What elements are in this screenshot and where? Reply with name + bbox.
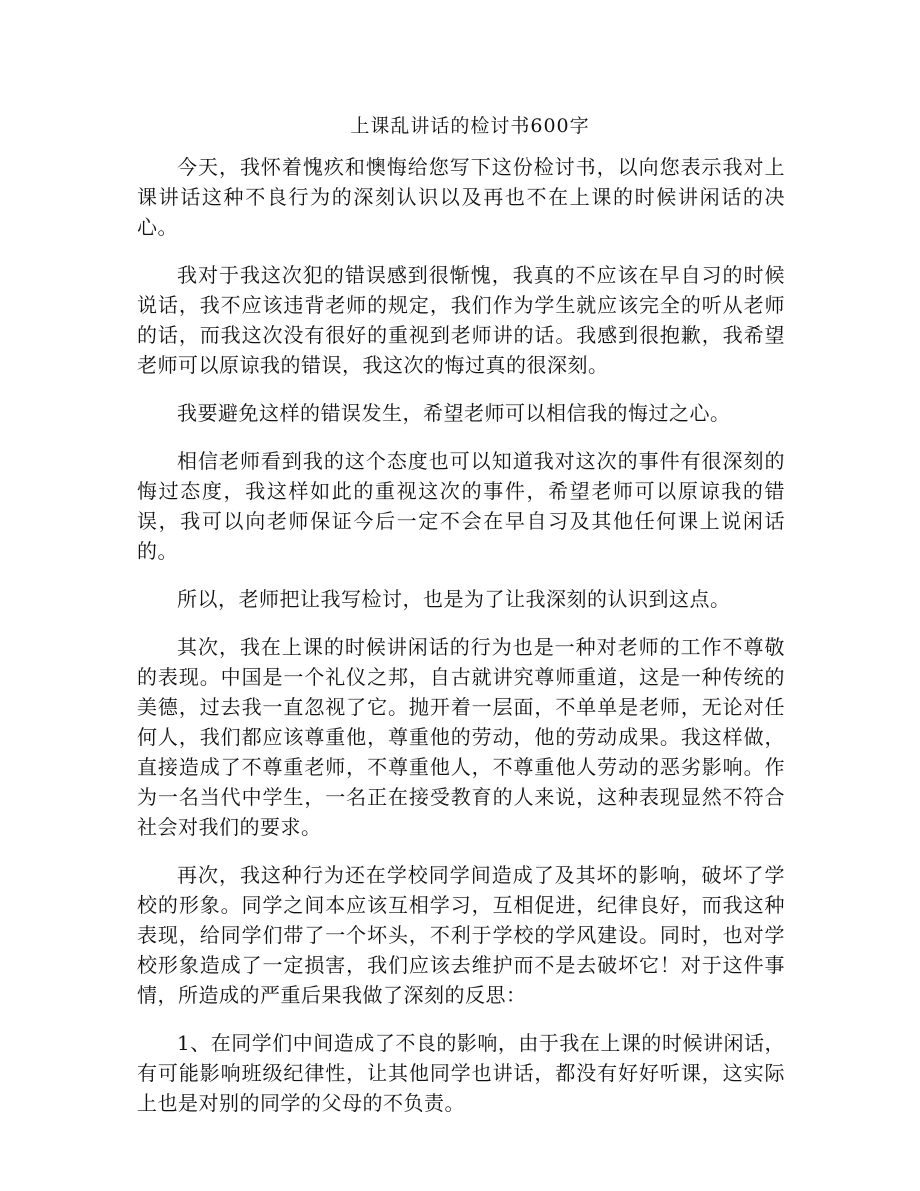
- paragraph: 其次，我在上课的时候讲闲话的行为也是一种对老师的工作不尊敬的表现。中国是一个礼仪之邦，自古就讲究尊师重道，这是一种传统的美德，过去我一直忽视了它。抛开着一层面，不单单是老师，无论对任何人，我们都应该尊重他，尊重他的劳动，他的劳动成果。我这样做，直接造成了不尊重老师，不尊重他人，不尊重他人劳动的恶劣影响。作为一名当代中学生，一名正在接受教育的人来说，这种表现显然不符合社会对我们的要求。: [137, 635, 785, 839]
- paragraph: 1、在同学们中间造成了不良的影响，由于我在上课的时候讲闲话，有可能影响班级纪律性，让其他同学也讲话，都没有好好听课，这实际上也是对别的同学的父母的不负责。: [137, 1031, 785, 1115]
- paragraph: 所以，老师把让我写检讨，也是为了让我深刻的认识到这点。: [177, 587, 731, 611]
- paragraph: 我对于我这次犯的错误感到很惭愧，我真的不应该在早自习的时候说话，我不应该违背老师的规定，我们作为学生就应该完全的听从老师的话，而我这次没有很好的重视到老师讲的话。我感到很抱歉，我希望老师可以原谅我的错误，我这次的悔过真的很深刻。: [137, 263, 785, 377]
- document-title: 上课乱讲话的检讨书600字: [350, 115, 590, 137]
- paragraph: 今天，我怀着愧疚和懊悔给您写下这份检讨书，以向您表示我对上课讲话这种不良行为的深刻认识以及再也不在上课的时候讲闲话的决心。: [137, 155, 785, 239]
- paragraph: 相信老师看到我的这个态度也可以知道我对这次的事件有很深刻的悔过态度，我这样如此的重视这次的事件，希望老师可以原谅我的错误，我可以向老师保证今后一定不会在早自习及其他任何课上说闲话的。: [137, 449, 785, 563]
- document-body: [137, 152, 785, 1136]
- paragraph: 我要避免这样的错误发生，希望老师可以相信我的悔过之心。: [177, 401, 731, 425]
- paragraph: 再次，我这种行为还在学校同学间造成了及其坏的影响，破坏了学校的形象。同学之间本应该互相学习，互相促进，纪律良好，而我这种表现，给同学们带了一个坏头，不利于学校的学风建设。同时，也对学校形象造成了一定损害，我们应该去维护而不是去破坏它！对于这件事情，所造成的严重后果我做了深刻的反思：: [137, 863, 785, 1007]
